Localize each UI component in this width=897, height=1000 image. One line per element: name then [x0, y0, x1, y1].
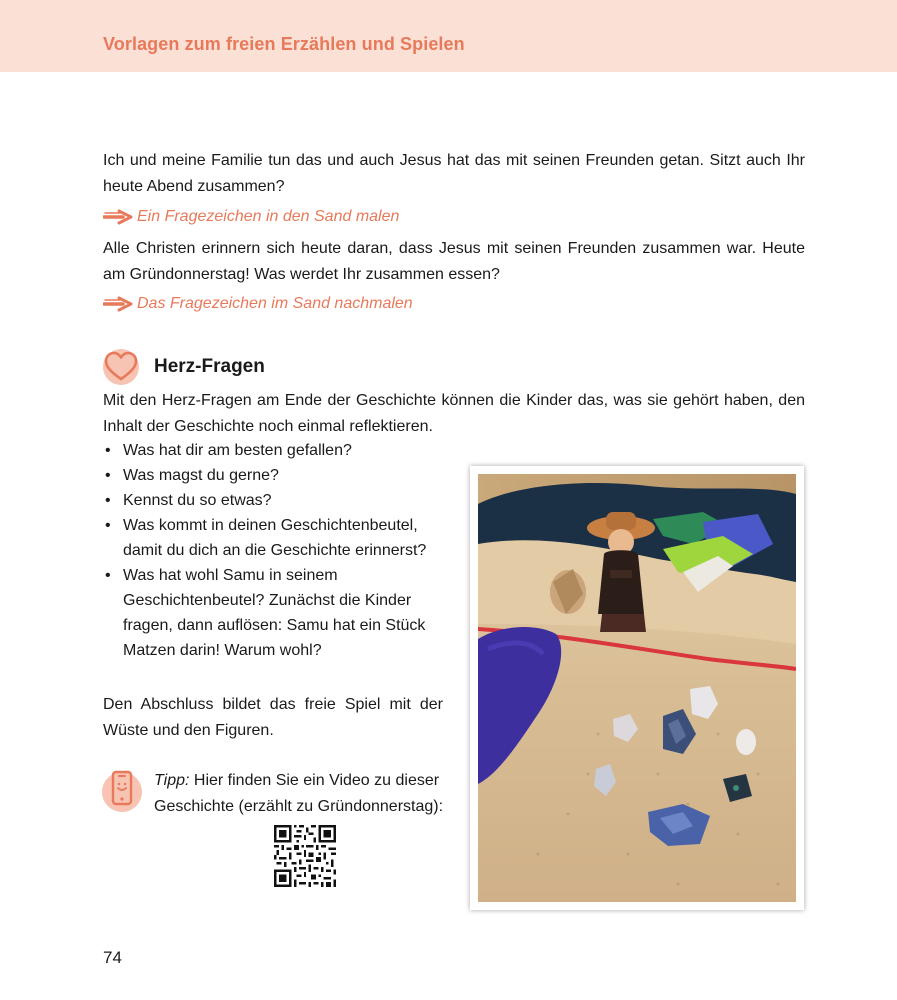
- section-intro: Mit den Herz-Fragen am Ende der Geschichte können die Kinder das, was sie gehört haben, den Inhalt der Geschichte noch einmal reflektieren.: [103, 392, 805, 435]
- intro-paragraph-1: Ich und meine Familie tun das und auch Jesus hat das mit seinen Freunden getan. Sitzt auch Ihr heute Abend zusammen?: [103, 152, 805, 195]
- header-torn-edge: [0, 56, 897, 80]
- closing-paragraph: Den Abschluss bildet das freie Spiel mit der Wüste und den Figuren.: [103, 696, 443, 739]
- tip-label: Tipp:: [154, 772, 190, 789]
- list-item: • Was hat wohl Samu in seinem Geschichtenbeutel? Zunächst die Kinder fragen, dann auflösen: Samu hat ein Stück Matzen darin! Warum wohl?: [103, 563, 448, 663]
- tip-body: Hier finden Sie ein Video zu dieser Geschichte (erzählt zu Gründonnerstag):: [154, 772, 444, 815]
- list-item: • Was hat dir am besten gefallen?: [103, 438, 448, 463]
- smartphone-icon: [101, 768, 143, 814]
- instruction-2: [103, 291, 413, 317]
- section-title: Herz-Fragen: [154, 356, 265, 377]
- instruction-1: [103, 204, 399, 230]
- list-item: • Was magst du gerne?: [103, 463, 448, 488]
- qr-code[interactable]: [274, 825, 336, 887]
- sand-scene-photo: [478, 474, 796, 902]
- tip-text: [154, 768, 454, 820]
- list-item: • Was kommt in deinen Geschichtenbeutel, damit du dich an die Geschichte erinnerst?: [103, 513, 448, 563]
- question-list: [103, 438, 448, 663]
- heart-icon: [101, 348, 141, 386]
- photo-frame: [470, 466, 804, 910]
- page-header-title: Vorlagen zum freien Erzählen und Spielen: [103, 34, 465, 54]
- page-number: 74: [103, 948, 122, 967]
- instruction-2-text: Das Fragezeichen im Sand nachmalen: [137, 295, 413, 312]
- intro-paragraph-2: Alle Christen erinnern sich heute daran, dass Jesus mit seinen Freunden zusammen war. Heute am Gründonnerstag! Was werdet Ihr zusammen essen?: [103, 240, 805, 283]
- arrow-right-icon: [103, 296, 133, 312]
- list-item: • Kennst du so etwas?: [103, 488, 448, 513]
- instruction-1-text: Ein Fragezeichen in den Sand malen: [137, 208, 400, 225]
- arrow-right-icon: [103, 209, 133, 225]
